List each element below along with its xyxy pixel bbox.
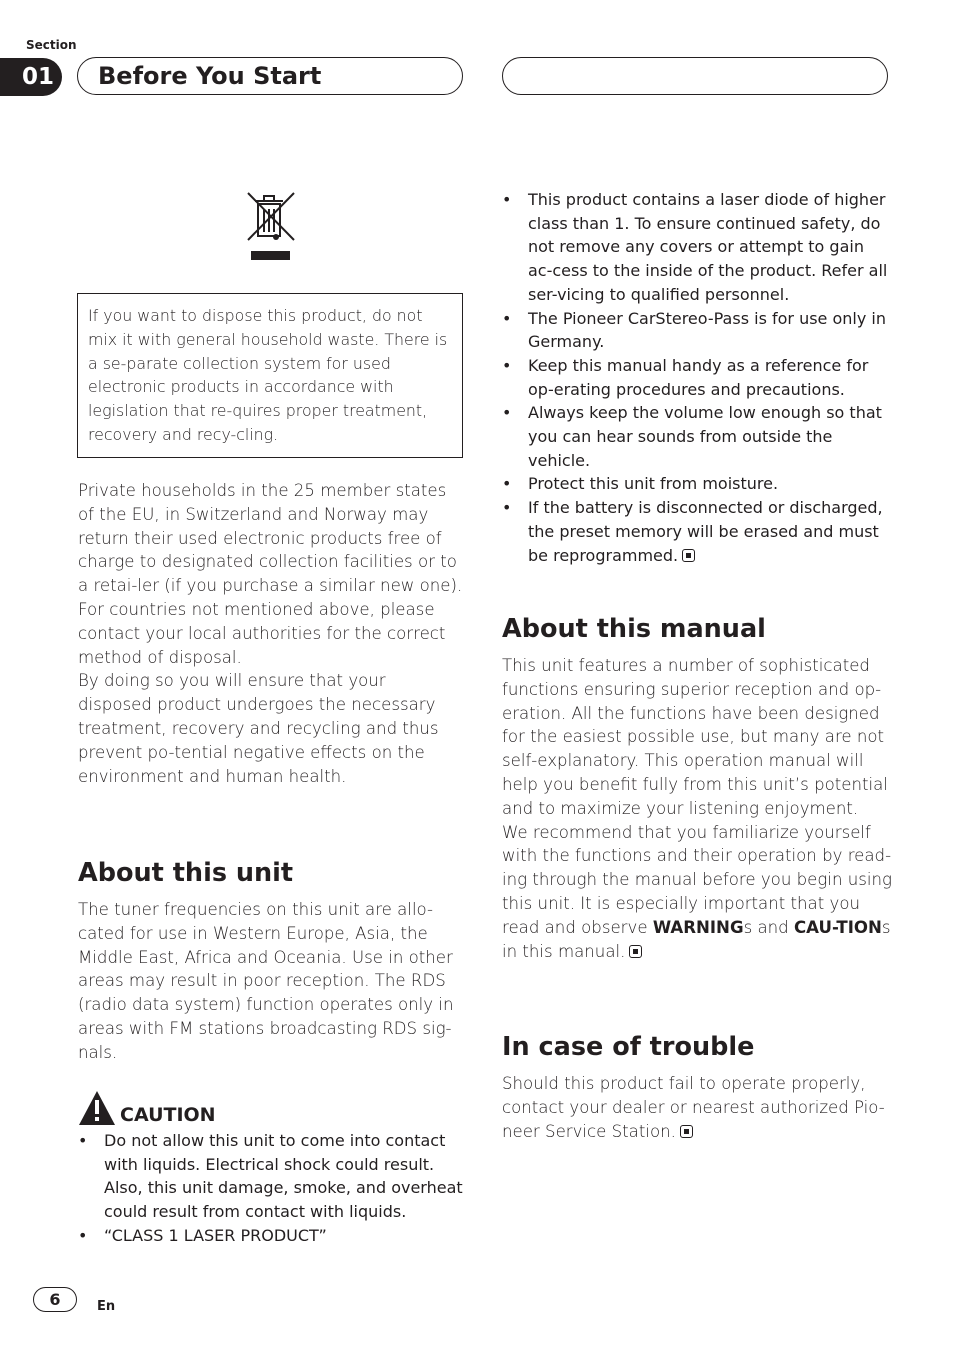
about-manual-paragraph: This unit features a number of sophisticated functions ensuring superior reception and op-eration. All the functions have been designed for the easiest possible use, but many are not self-explanatory. This operation manual will help you benefit fully from this unit’s potential and to maximize your listening enjoyment. bbox=[502, 656, 888, 818]
list-item: • Do not allow this unit to come into contact with liquids. Electrical shock could result. Also, this unit damage, smoke, and overheat could result from contact with liquids. bbox=[78, 1131, 463, 1222]
about-manual-heading: About this manual bbox=[502, 614, 766, 644]
about-unit-body: The tuner frequencies on this unit are allo-cated for use in Western Europe, Asia, the Middle East, Africa and Oceania. Use in other areas may result in poor reception. The RDS (radio data system) function operates only in areas with FM stations broadcasting RDS sig-nals. bbox=[78, 900, 454, 1062]
trouble-body: Should this product fail to operate properly, contact your dealer or nearest authorized Pio-neer Service Station. bbox=[502, 1074, 885, 1141]
about-manual-paragraph: We recommend that you familiarize yourself with the functions and their operation by read-ing through the manual before you begin using this unit. It is especially important that you read and observe WARNINGs and CAU-TIONs in this manual. bbox=[502, 822, 892, 961]
disposal-paragraph: By doing so you will ensure that your disposed product undergoes the necessary treatment, recovery and recycling and thus prevent po-tential negative effects on the environment and human health. bbox=[78, 671, 439, 786]
list-item: • Protect this unit from moisture. bbox=[502, 474, 779, 494]
caution-label: CAUTION bbox=[120, 1104, 216, 1126]
disposal-paragraph: Private households in the 25 member states of the EU, in Switzerland and Norway may return their used electronic products free of charge to designated collection facilities or to a retai-ler (if you purchase a similar new one). bbox=[78, 481, 463, 596]
section-title: Before You Start bbox=[98, 62, 322, 90]
list-item: • “CLASS 1 LASER PRODUCT” bbox=[78, 1225, 327, 1245]
caution-word: CAU-TION bbox=[793, 917, 882, 937]
warning-word: WARNING bbox=[652, 917, 744, 937]
about-unit-heading: About this unit bbox=[78, 858, 294, 888]
caution-list bbox=[78, 1129, 464, 1248]
list-item: • The Pioneer CarStereo-Pass is for use only in Germany. bbox=[502, 308, 886, 352]
header-right-box bbox=[502, 57, 888, 95]
end-mark-icon bbox=[680, 1125, 693, 1138]
section-number-badge: 01 bbox=[0, 58, 62, 96]
warning-triangle-icon bbox=[78, 1090, 116, 1126]
end-mark-icon bbox=[629, 945, 642, 958]
list-item: • Always keep the volume low enough so that you can hear sounds from outside the vehicle. bbox=[502, 403, 882, 470]
disposal-text bbox=[78, 479, 464, 788]
language-label: En bbox=[97, 1299, 116, 1314]
section-title-box bbox=[77, 57, 463, 95]
section-label: Section bbox=[26, 38, 77, 52]
crossed-out-wheelie-bin-icon bbox=[245, 190, 297, 266]
trouble-heading: In case of trouble bbox=[502, 1032, 755, 1062]
page-number: 6 bbox=[33, 1287, 77, 1312]
end-mark-icon bbox=[682, 549, 695, 562]
list-item: • This product contains a laser diode of higher class than 1. To ensure continued safety, do not remove any covers or attempt to gain ac-cess to the inside of the product. Refer all ser-vicing to qualified personnel. bbox=[502, 190, 888, 304]
list-item: • If the battery is disconnected or discharged, the preset memory will be erased and must be reprogrammed. bbox=[502, 498, 883, 565]
disposal-notice-box: If you want to dispose this product, do not mix it with general household waste. There is a se-parate collection system for used electronic products in accordance with legislation that re-quires proper treatment, recovery and recy-cling. bbox=[77, 293, 463, 458]
about-manual-body bbox=[502, 654, 892, 963]
disposal-paragraph: For countries not mentioned above, please contact your local authorities for the correct method of disposal. bbox=[78, 599, 446, 667]
caution-header bbox=[78, 1090, 216, 1126]
safety-bullet-list bbox=[502, 188, 892, 567]
list-item: • Keep this manual handy as a reference for op-erating procedures and precautions. bbox=[502, 355, 869, 399]
